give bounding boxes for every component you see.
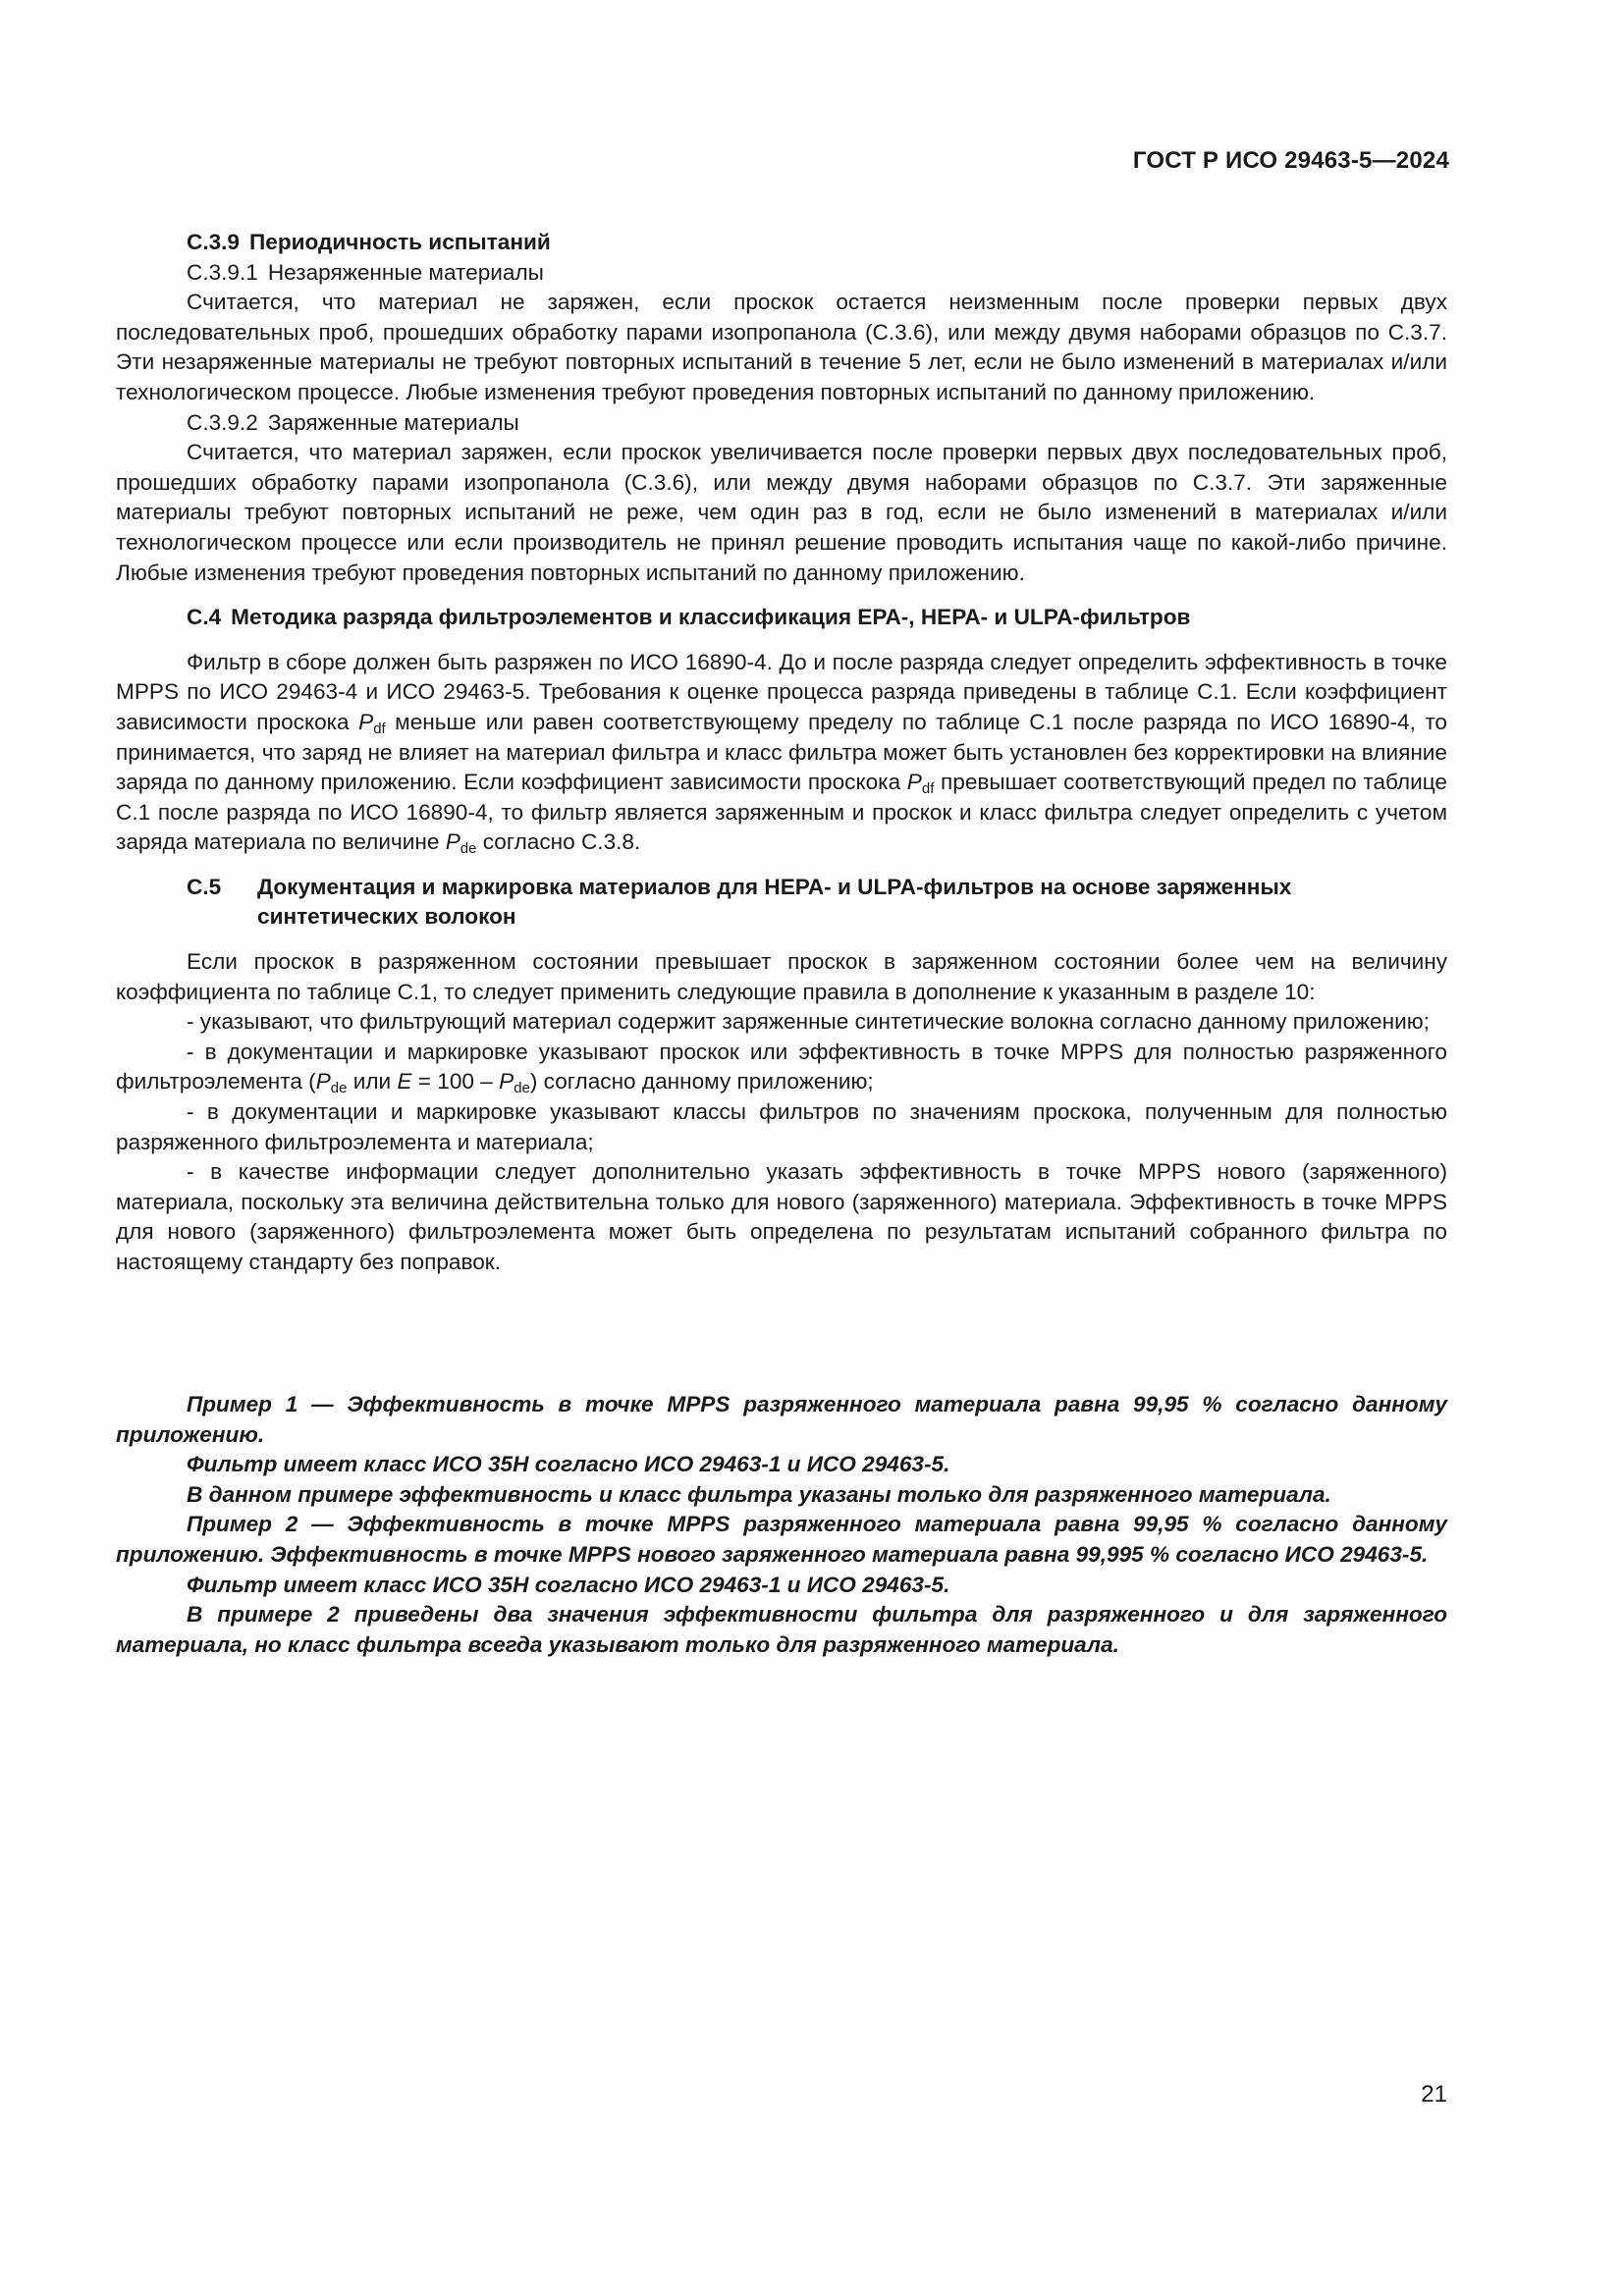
list-item: - в документации и маркировке указывают классы фильтров по значениям проскока, полученным для полностью разряженного фильтроэлемента и материала; xyxy=(116,1099,1447,1154)
subsection-c391-heading xyxy=(116,258,1447,289)
example-2-text: Пример 2 — Эффективность в точке MPPS разряженного материала равна 99,95 % согласно данному приложению. Эффективность в точке MPPS нового заряженного материала равна 99,995 % согласно ИСО 29463-5. xyxy=(116,1512,1447,1567)
subsection-c392-heading xyxy=(116,408,1447,439)
list-item: - в документации и маркировке указывают проскок или эффективность в точке MPPS для полностью разряженного фильтроэлемента ($P_{de}$ или $E = 100 - P_{de}$) согласно данному приложению; xyxy=(116,1039,1447,1097)
section-title: Периодичность испытаний xyxy=(249,230,551,254)
subsection-number: C.3.9.1 xyxy=(187,259,258,285)
paragraph: Если проскок в разряженном состоянии превышает проскок в заряженном состоянии более чем на величину коэффициента по таблице C.1, то следует применить следующие правила в дополнение к указанным в разделе 10: xyxy=(116,949,1447,1004)
example-1-note: В данном примере эффективность и класс фильтра указаны только для разряженного материала. xyxy=(187,1481,1331,1507)
subsection-title: Заряженные материалы xyxy=(267,409,519,435)
section-title: Документация и маркировка материалов для НЕРА- и ULPA-фильтров на основе заряженных синтетических волокон xyxy=(257,874,1292,930)
list-item: - указывают, что фильтрующий материал содержит заряженные синтетические волокна согласно данному приложению; xyxy=(187,1009,1430,1035)
list-item: - в качестве информации следует дополнительно указать эффективность в точке MPPS нового (заряженного) материала, поскольку эта величина действительна только для нового (заряженного) материала. Эффективность в точке MPPS для нового (заряженного) фильтроэлемента может быть определена по результатам испытаний собранного фильтра по настоящему стандарту без поправок. xyxy=(116,1159,1447,1274)
section-c39-heading xyxy=(116,228,1447,258)
paragraph: Считается, что материал не заряжен, если проскок остается неизменным после проверки первых двух последовательных проб, прошедших обработку парами изопропанола (C.3.6), или между двумя наборами образцов по C.3.7. Эти незаряженные материалы не требуют повторных испытаний в течение 5 лет, если не было изменений в материалах и/или технологическом процессе. Любые изменения требуют проведения повторных испытаний по данному приложению. xyxy=(116,290,1447,404)
page-number: 21 xyxy=(1421,2081,1447,2108)
example-1-class: Фильтр имеет класс ИСО 35Н согласно ИСО 29463-1 и ИСО 29463-5. xyxy=(187,1452,950,1477)
document-code: ГОСТ Р ИСО 29463-5—2024 xyxy=(1132,147,1449,174)
paragraph: Считается, что материал заряжен, если проскок увеличивается после проверки первых двух последовательных проб, прошедших обработку парами изопропанола (C.3.6), или между двумя наборами образцов по C.3.7. Эти заряженные материалы требуют повторных испытаний не реже, чем один раз в год, если не было изменений в материалах и/или технологическом процессе или если производитель не принял решение проводить испытания чаще по какой-либо причине. Любые изменения требуют проведения повторных испытаний по данному приложению. xyxy=(116,440,1447,585)
section-c4-heading xyxy=(116,603,1447,633)
subsection-title: Незаряженные материалы xyxy=(267,259,544,285)
section-number: C.3.9 xyxy=(187,230,241,254)
example-1-text: Пример 1 — Эффективность в точке MPPS разряженного материала равна 99,95 % согласно данному приложению. xyxy=(116,1392,1447,1447)
main-text xyxy=(116,228,1447,1278)
paragraph: Фильтр в сборе должен быть разряжен по ИСО 16890-4. До и после разряда следует определить эффективность в точке MPPS по ИСО 29463-4 и ИСО 29463-5. Требования к оценке процесса разряда приведены в таблице C.1. Если коэффициент зависимости проскока $P_{df}$ меньше или равен соответствующему пределу по таблице C.1 после разряда по ИСО 16890-4, то принимается, что заряд не влияет на материал фильтра и класс фильтра может быть установлен без корректировки на влияние заряда по данному приложению. Если коэффициент зависимости проскока $P_{df}$ превышает соответствующий предел по таблице C.1 после разряда по ИСО 16890-4, то фильтр является заряженным и проскок и класс фильтра следует определить с учетом заряда материала по величине $P_{de}$ согласно C.3.8. xyxy=(116,649,1447,858)
subsection-number: C.3.9.2 xyxy=(187,409,258,435)
section-number: C.4 xyxy=(187,605,222,630)
section-title: Методика разряда фильтроэлементов и классификация ЕРА-, НЕРА- и ULPA-фильтров xyxy=(231,605,1191,630)
example-2-note: В примере 2 приведены два значения эффективности фильтра для разряженного и для заряженного материала, но класс фильтра всегда указывают только для разряженного материала. xyxy=(116,1602,1447,1657)
examples-block xyxy=(116,1390,1447,1660)
example-2-class: Фильтр имеет класс ИСО 35Н согласно ИСО 29463-1 и ИСО 29463-5. xyxy=(187,1572,950,1597)
section-number: C.5 xyxy=(187,874,222,899)
section-c5-heading xyxy=(116,873,1447,933)
